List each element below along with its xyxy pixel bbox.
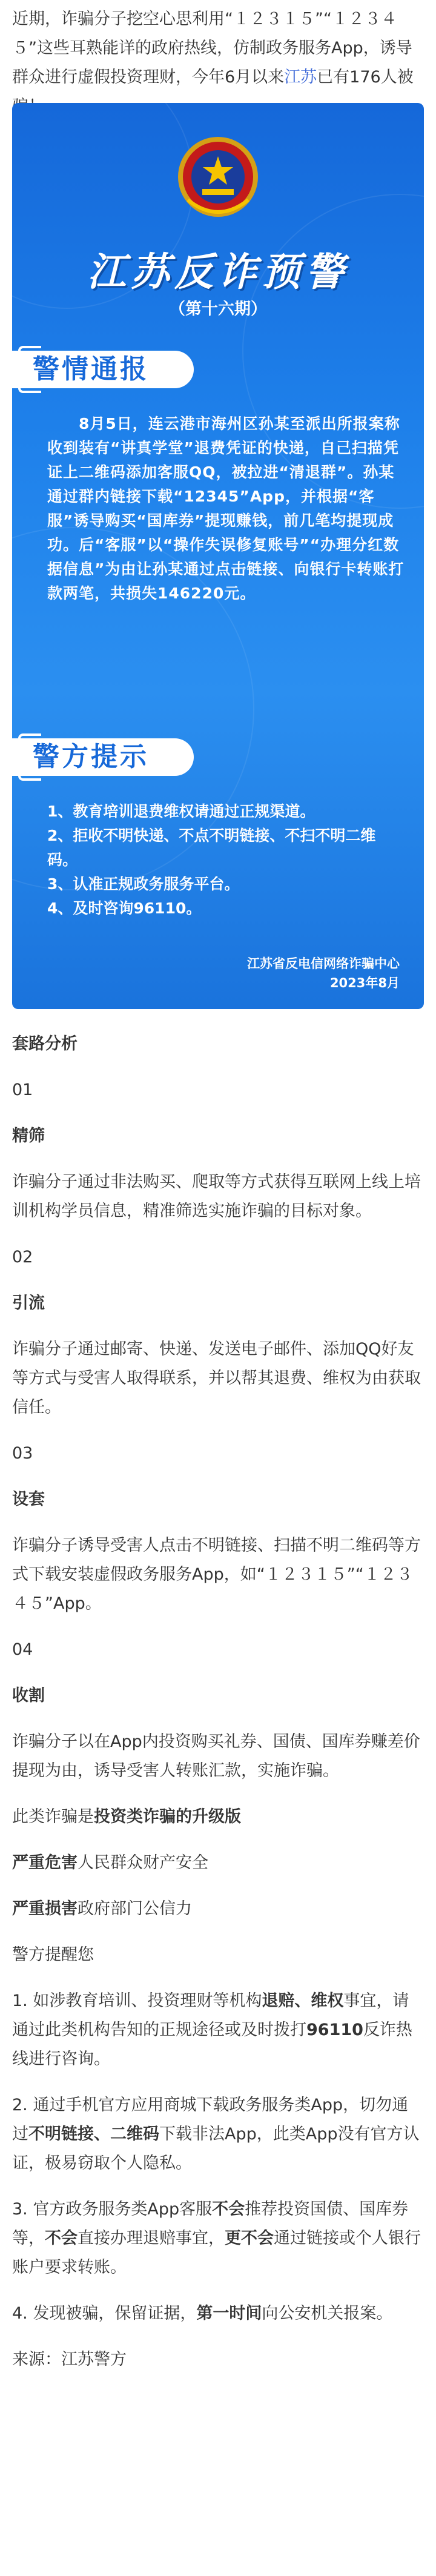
article-body	[12, 1030, 424, 2391]
reminder-2: 2. 通过手机官方应用商城下载政务服务类App，切勿通过不明链接、二维码下载非法App，此类App没有官方认证，极易窃取个人隐私。	[12, 2096, 420, 2173]
reminder-heading: 警方提醒您	[12, 1945, 94, 1964]
harm-line-1: 严重危害人民群众财产安全	[12, 1853, 208, 1872]
footer-org: 江苏省反电信网络诈骗中心	[247, 956, 400, 971]
tip-item: 4、及时咨询96110。	[47, 899, 202, 917]
step-title: 设套	[12, 1490, 45, 1509]
section-heading: 套路分析	[12, 1035, 78, 1053]
section-bar-report	[12, 342, 212, 397]
step-text: 诈骗分子以在App内投资购买礼券、国债、国库券赚差价提现为由，诱导受害人转账汇款，实施诈骗。	[12, 1732, 420, 1780]
step-text: 诈骗分子诱导受害人点击不明链接、扫描不明二维码等方式下载安装虚假政务服务App，如“１２３１５”“１２３４５”App。	[12, 1536, 421, 1613]
step-title: 精筛	[12, 1127, 45, 1145]
poster-footer	[157, 954, 400, 993]
tip-item: 1、教育培训退费维权请通过正规渠道。	[47, 803, 315, 820]
source-line: 来源：江苏警方	[12, 2350, 127, 2369]
section-bar-tips	[12, 730, 212, 784]
step-number: 01	[12, 1081, 33, 1099]
step-text: 诈骗分子通过邮寄、快递、发送电子邮件、添加QQ好友等方式与受害人取得联系，并以帮其退费、维权为由获取信任。	[12, 1340, 421, 1417]
intro-text: 近期，诈骗分子挖空心思利用“１２３１５”“１２３４５”这些耳熟能详的政府热线，仿制政务服务App，诱导群众进行虚假投资理财，今年6月以来	[12, 10, 412, 87]
reminder-3: 3. 官方政务服务类App客服不会推荐投资国债、国库券等，不会直接办理退赔事宜，更不会通过链接或个人银行账户要求转账。	[12, 2200, 421, 2277]
warning-poster	[12, 103, 424, 1009]
step-text: 诈骗分子通过非法购买、爬取等方式获得互联网上线上培训机构学员信息，精准筛选实施诈骗的目标对象。	[12, 1173, 421, 1220]
footer-date: 2023年8月	[329, 976, 400, 990]
reminder-4: 4. 发现被骗，保留证据，第一时间向公安机关报案。	[12, 2304, 393, 2323]
step-number: 02	[12, 1248, 33, 1266]
tip-item: 2、拒收不明快递、不点不明链接、不扫不明二维码。	[47, 827, 376, 869]
section-title-report: 警情通报	[33, 354, 149, 385]
step-number: 04	[12, 1640, 33, 1659]
intro-highlight-link[interactable]: 江苏	[284, 68, 317, 87]
report-text: 8月5日，连云港市海州区孙某至派出所报案称收到装有“讲真学堂”退费凭证的快递，自己扫描凭证上二维码添加客服QQ，被拉进“清退群”。孙某通过群内链接下载“12345”App，并根据“客服”诱导购买“国库券”提现赚钱，前几笔均提现成功。后“客服”以“操作失误修复账号”“办理分红数据信息”为由让孙某通过点击链接、向银行卡转账打款两笔，共损失146220元。	[47, 415, 405, 602]
step-number: 03	[12, 1444, 33, 1463]
step-title: 引流	[12, 1294, 45, 1313]
poster-subtitle: （第十六期）	[169, 300, 267, 319]
reminder-1: 1. 如涉教育培训、投资理财等机构退赔、维权事宜，请通过此类机构告知的正规途径或及时拨打96110反诈热线进行咨询。	[12, 1992, 412, 2068]
poster-title: 江苏反诈预警	[87, 250, 349, 295]
fraud-type-line: 此类诈骗是投资类诈骗的升级版	[12, 1807, 241, 1826]
tip-item: 3、认准正规政务服务平台。	[47, 875, 240, 893]
step-title: 收割	[12, 1686, 45, 1705]
section-title-tips: 警方提示	[33, 741, 149, 772]
intro-text-end: 已有176人被	[317, 68, 414, 87]
police-badge-icon	[176, 133, 260, 221]
tips-list	[47, 800, 405, 921]
harm-line-2: 严重损害政府部门公信力	[12, 1899, 192, 1918]
